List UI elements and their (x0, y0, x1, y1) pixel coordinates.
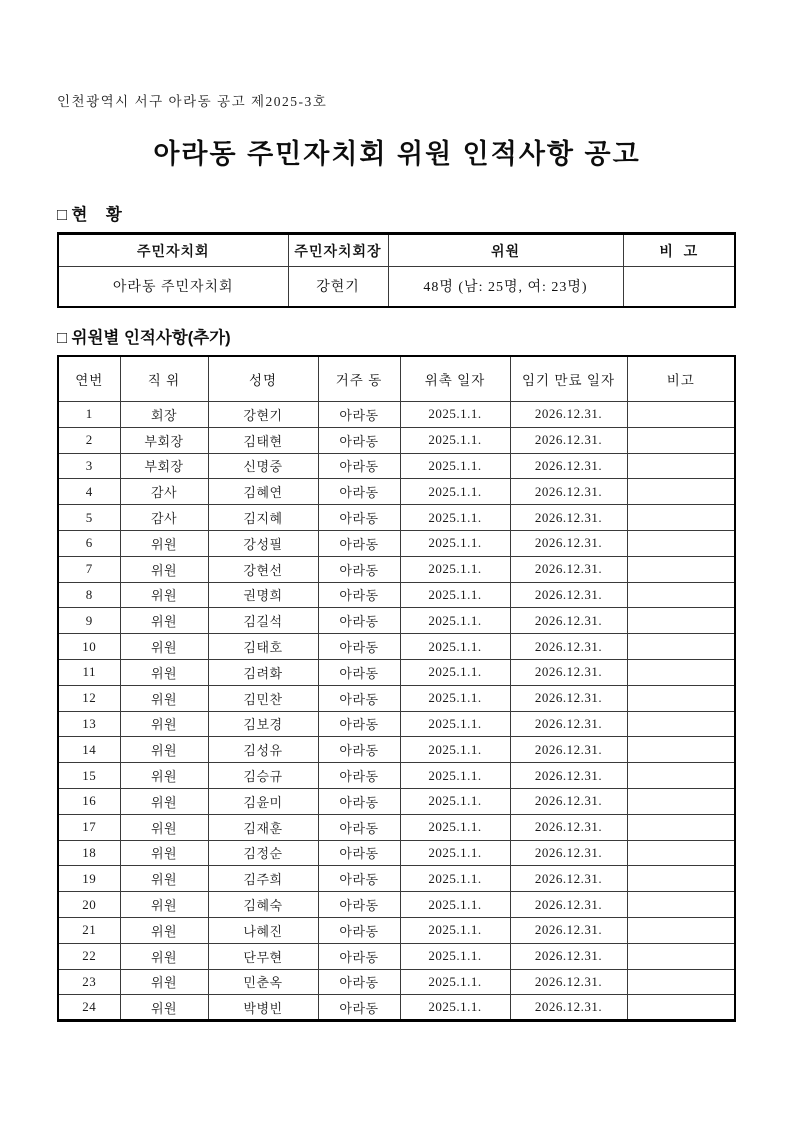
member-note (627, 969, 735, 995)
member-district: 아라동 (318, 402, 400, 428)
member-note (627, 505, 735, 531)
member-appointed-date: 2025.1.1. (400, 788, 510, 814)
member-expire-date: 2026.12.31. (510, 582, 627, 608)
member-note (627, 788, 735, 814)
status-cell-note (623, 267, 735, 307)
member-position: 부회장 (120, 453, 208, 479)
member-appointed-date: 2025.1.1. (400, 402, 510, 428)
member-position: 위원 (120, 969, 208, 995)
member-note (627, 608, 735, 634)
member-row (58, 814, 735, 840)
member-position: 회장 (120, 402, 208, 428)
members-header-note: 비고 (627, 356, 735, 402)
member-no: 22 (58, 943, 120, 969)
member-row (58, 840, 735, 866)
member-note (627, 814, 735, 840)
member-row (58, 763, 735, 789)
member-appointed-date: 2025.1.1. (400, 530, 510, 556)
member-name: 김혜숙 (208, 892, 318, 918)
members-table-header (58, 356, 735, 402)
member-position: 위원 (120, 788, 208, 814)
member-expire-date: 2026.12.31. (510, 866, 627, 892)
member-no: 9 (58, 608, 120, 634)
member-no: 17 (58, 814, 120, 840)
member-district: 아라동 (318, 943, 400, 969)
member-appointed-date: 2025.1.1. (400, 814, 510, 840)
member-position: 위원 (120, 608, 208, 634)
status-cell-members: 48명 (남: 25명, 여: 23명) (388, 267, 623, 307)
status-header-chairman: 주민자치회장 (288, 234, 388, 267)
member-appointed-date: 2025.1.1. (400, 479, 510, 505)
member-district: 아라동 (318, 995, 400, 1021)
members-header-appointed: 위촉 일자 (400, 356, 510, 402)
member-no: 3 (58, 453, 120, 479)
member-appointed-date: 2025.1.1. (400, 634, 510, 660)
member-district: 아라동 (318, 711, 400, 737)
member-expire-date: 2026.12.31. (510, 530, 627, 556)
member-district: 아라동 (318, 479, 400, 505)
member-district: 아라동 (318, 917, 400, 943)
member-no: 4 (58, 479, 120, 505)
member-position: 위원 (120, 763, 208, 789)
status-cell-chairman: 강현기 (288, 267, 388, 307)
member-expire-date: 2026.12.31. (510, 556, 627, 582)
member-district: 아라동 (318, 608, 400, 634)
member-expire-date: 2026.12.31. (510, 763, 627, 789)
member-row (58, 685, 735, 711)
member-expire-date: 2026.12.31. (510, 814, 627, 840)
member-position: 위원 (120, 840, 208, 866)
member-expire-date: 2026.12.31. (510, 505, 627, 531)
member-position: 위원 (120, 866, 208, 892)
member-name: 나혜진 (208, 917, 318, 943)
member-no: 16 (58, 788, 120, 814)
member-no: 12 (58, 685, 120, 711)
members-table-body (58, 402, 735, 1021)
member-row (58, 788, 735, 814)
member-expire-date: 2026.12.31. (510, 917, 627, 943)
member-expire-date: 2026.12.31. (510, 608, 627, 634)
member-name: 김정순 (208, 840, 318, 866)
member-name: 김성유 (208, 737, 318, 763)
member-name: 김지혜 (208, 505, 318, 531)
member-expire-date: 2026.12.31. (510, 788, 627, 814)
member-name: 김려화 (208, 659, 318, 685)
member-name: 김재훈 (208, 814, 318, 840)
member-expire-date: 2026.12.31. (510, 737, 627, 763)
member-note (627, 840, 735, 866)
member-appointed-date: 2025.1.1. (400, 453, 510, 479)
member-note (627, 892, 735, 918)
member-name: 권명희 (208, 582, 318, 608)
member-note (627, 582, 735, 608)
member-expire-date: 2026.12.31. (510, 943, 627, 969)
member-appointed-date: 2025.1.1. (400, 737, 510, 763)
member-position: 위원 (120, 737, 208, 763)
member-note (627, 943, 735, 969)
member-district: 아라동 (318, 453, 400, 479)
member-appointed-date: 2025.1.1. (400, 840, 510, 866)
member-no: 23 (58, 969, 120, 995)
member-row (58, 892, 735, 918)
member-district: 아라동 (318, 763, 400, 789)
member-no: 13 (58, 711, 120, 737)
member-district: 아라동 (318, 659, 400, 685)
member-district: 아라동 (318, 892, 400, 918)
member-position: 위원 (120, 917, 208, 943)
member-note (627, 917, 735, 943)
member-name: 강현선 (208, 556, 318, 582)
member-district: 아라동 (318, 556, 400, 582)
status-table-header (58, 234, 735, 267)
members-table (57, 355, 736, 1023)
member-name: 김주희 (208, 866, 318, 892)
member-appointed-date: 2025.1.1. (400, 995, 510, 1021)
member-no: 14 (58, 737, 120, 763)
member-name: 김승규 (208, 763, 318, 789)
member-row (58, 969, 735, 995)
member-note (627, 995, 735, 1021)
member-position: 감사 (120, 505, 208, 531)
member-row (58, 505, 735, 531)
member-row (58, 402, 735, 428)
member-district: 아라동 (318, 788, 400, 814)
member-no: 20 (58, 892, 120, 918)
document-content (57, 90, 737, 1022)
status-header-note: 비 고 (623, 234, 735, 267)
member-expire-date: 2026.12.31. (510, 840, 627, 866)
member-appointed-date: 2025.1.1. (400, 659, 510, 685)
member-no: 8 (58, 582, 120, 608)
member-appointed-date: 2025.1.1. (400, 505, 510, 531)
member-appointed-date: 2025.1.1. (400, 427, 510, 453)
member-district: 아라동 (318, 969, 400, 995)
member-district: 아라동 (318, 505, 400, 531)
member-expire-date: 2026.12.31. (510, 892, 627, 918)
member-row (58, 866, 735, 892)
section-heading-status: □ 현 황 (57, 206, 122, 224)
member-name: 강성필 (208, 530, 318, 556)
member-note (627, 737, 735, 763)
member-no: 1 (58, 402, 120, 428)
member-note (627, 763, 735, 789)
member-appointed-date: 2025.1.1. (400, 866, 510, 892)
member-expire-date: 2026.12.31. (510, 453, 627, 479)
member-no: 2 (58, 427, 120, 453)
member-appointed-date: 2025.1.1. (400, 969, 510, 995)
member-appointed-date: 2025.1.1. (400, 917, 510, 943)
member-row (58, 917, 735, 943)
member-name: 신명중 (208, 453, 318, 479)
member-no: 5 (58, 505, 120, 531)
section-heading-members: □ 위원별 인적사항(추가) (57, 328, 231, 347)
status-table (57, 232, 736, 308)
member-position: 위원 (120, 582, 208, 608)
member-note (627, 530, 735, 556)
member-note (627, 659, 735, 685)
member-position: 위원 (120, 634, 208, 660)
member-district: 아라동 (318, 840, 400, 866)
status-row (58, 267, 735, 307)
member-position: 위원 (120, 711, 208, 737)
member-appointed-date: 2025.1.1. (400, 943, 510, 969)
member-no: 24 (58, 995, 120, 1021)
member-expire-date: 2026.12.31. (510, 995, 627, 1021)
member-appointed-date: 2025.1.1. (400, 892, 510, 918)
member-position: 위원 (120, 995, 208, 1021)
member-row (58, 479, 735, 505)
member-expire-date: 2026.12.31. (510, 969, 627, 995)
member-expire-date: 2026.12.31. (510, 659, 627, 685)
member-name: 김태호 (208, 634, 318, 660)
member-row (58, 737, 735, 763)
member-name: 단무현 (208, 943, 318, 969)
member-note (627, 556, 735, 582)
member-expire-date: 2026.12.31. (510, 427, 627, 453)
doc-number: 인천광역시 서구 아라동 공고 제2025-3호 (57, 94, 328, 109)
member-name: 김태현 (208, 427, 318, 453)
member-row (58, 556, 735, 582)
member-district: 아라동 (318, 866, 400, 892)
member-row (58, 530, 735, 556)
members-header-district: 거주 동 (318, 356, 400, 402)
member-row (58, 995, 735, 1021)
member-note (627, 453, 735, 479)
members-header-no: 연번 (58, 356, 120, 402)
member-name: 김윤미 (208, 788, 318, 814)
member-name: 민춘옥 (208, 969, 318, 995)
member-position: 부회장 (120, 427, 208, 453)
status-cell-council: 아라동 주민자치회 (58, 267, 288, 307)
member-district: 아라동 (318, 427, 400, 453)
member-appointed-date: 2025.1.1. (400, 608, 510, 634)
members-header-position: 직 위 (120, 356, 208, 402)
member-position: 위원 (120, 943, 208, 969)
member-appointed-date: 2025.1.1. (400, 711, 510, 737)
member-position: 감사 (120, 479, 208, 505)
member-no: 19 (58, 866, 120, 892)
member-note (627, 479, 735, 505)
member-no: 11 (58, 659, 120, 685)
member-district: 아라동 (318, 634, 400, 660)
member-row (58, 634, 735, 660)
members-header-row (58, 356, 735, 402)
member-expire-date: 2026.12.31. (510, 479, 627, 505)
member-row (58, 453, 735, 479)
member-expire-date: 2026.12.31. (510, 711, 627, 737)
member-position: 위원 (120, 685, 208, 711)
member-district: 아라동 (318, 582, 400, 608)
member-row (58, 659, 735, 685)
member-no: 21 (58, 917, 120, 943)
member-position: 위원 (120, 556, 208, 582)
member-position: 위원 (120, 530, 208, 556)
member-position: 위원 (120, 814, 208, 840)
member-row (58, 582, 735, 608)
member-expire-date: 2026.12.31. (510, 402, 627, 428)
member-note (627, 866, 735, 892)
member-expire-date: 2026.12.31. (510, 634, 627, 660)
member-note (627, 711, 735, 737)
status-header-council: 주민자치회 (58, 234, 288, 267)
member-appointed-date: 2025.1.1. (400, 556, 510, 582)
member-no: 6 (58, 530, 120, 556)
status-header-row (58, 234, 735, 267)
member-name: 박병빈 (208, 995, 318, 1021)
member-note (627, 402, 735, 428)
members-header-name: 성명 (208, 356, 318, 402)
member-name: 강현기 (208, 402, 318, 428)
member-row (58, 427, 735, 453)
member-district: 아라동 (318, 530, 400, 556)
member-position: 위원 (120, 892, 208, 918)
member-appointed-date: 2025.1.1. (400, 582, 510, 608)
member-appointed-date: 2025.1.1. (400, 763, 510, 789)
member-district: 아라동 (318, 685, 400, 711)
member-note (627, 634, 735, 660)
member-position: 위원 (120, 659, 208, 685)
member-no: 10 (58, 634, 120, 660)
member-appointed-date: 2025.1.1. (400, 685, 510, 711)
member-no: 15 (58, 763, 120, 789)
member-district: 아라동 (318, 737, 400, 763)
member-name: 김길석 (208, 608, 318, 634)
member-expire-date: 2026.12.31. (510, 685, 627, 711)
member-name: 김혜연 (208, 479, 318, 505)
member-row (58, 711, 735, 737)
member-name: 김보경 (208, 711, 318, 737)
page-title: 아라동 주민자치회 위원 인적사항 공고 (153, 139, 641, 169)
status-table-body (58, 267, 735, 307)
status-header-members: 위원 (388, 234, 623, 267)
member-note (627, 685, 735, 711)
member-district: 아라동 (318, 814, 400, 840)
member-no: 7 (58, 556, 120, 582)
member-name: 김민찬 (208, 685, 318, 711)
member-row (58, 608, 735, 634)
members-header-expire: 임기 만료 일자 (510, 356, 627, 402)
member-row (58, 943, 735, 969)
member-note (627, 427, 735, 453)
member-no: 18 (58, 840, 120, 866)
